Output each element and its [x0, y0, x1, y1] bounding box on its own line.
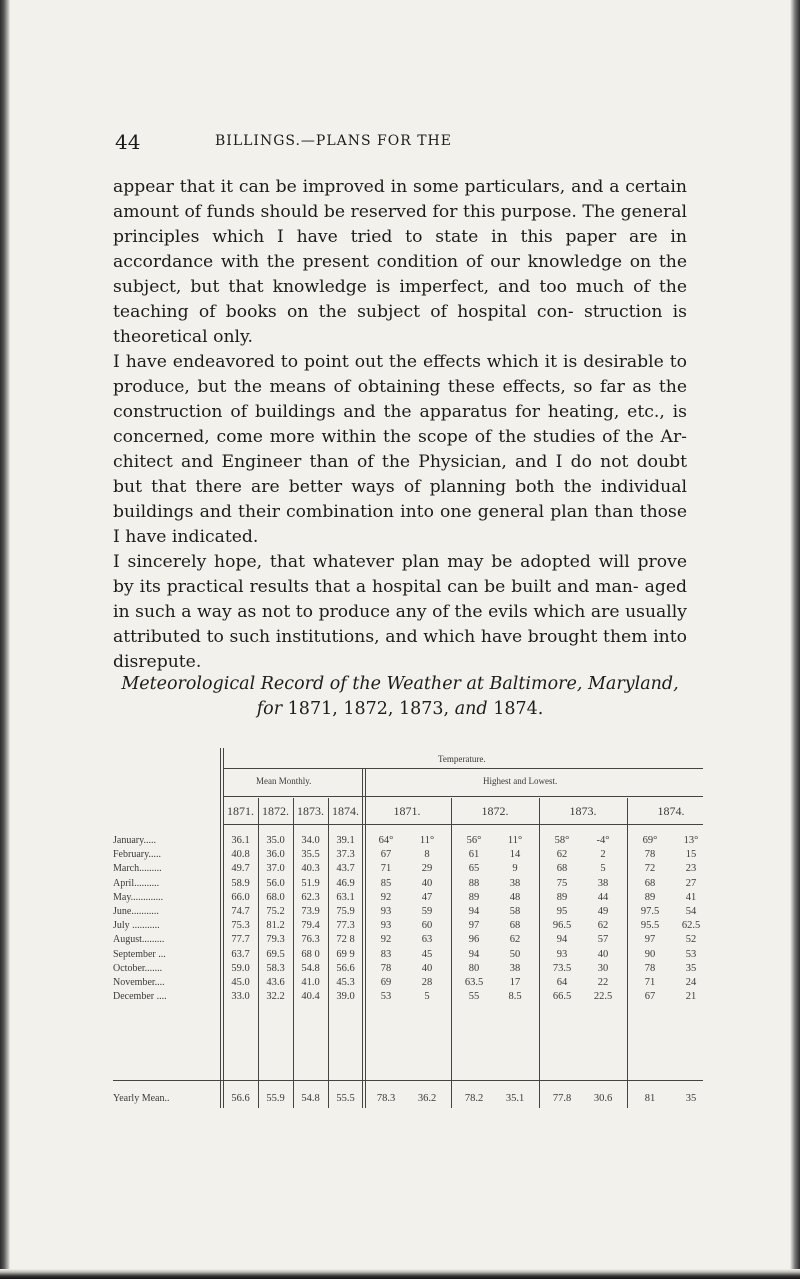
mean-temp-cell: 37.0 — [266, 863, 285, 875]
lowest-temp-cell: 29 — [421, 863, 433, 875]
lowest-temp-cell: 60 — [421, 920, 433, 932]
row-label-month: December .... — [113, 991, 167, 1003]
year-header-extreme: 1872. — [481, 804, 509, 818]
yearly-mean-cell: 54.8 — [301, 1093, 320, 1104]
row-label-month: November.... — [113, 977, 165, 988]
highest-temp-cell: 69° — [642, 835, 658, 846]
mean-temp-cell: 75.9 — [336, 906, 355, 917]
lowest-temp-cell: 27 — [685, 877, 697, 889]
highest-temp-cell: 93 — [380, 920, 392, 932]
highest-temp-cell: 55 — [468, 991, 480, 1003]
lowest-temp-cell: 68 — [509, 920, 521, 932]
highest-temp-cell: 80 — [468, 962, 480, 974]
highest-temp-cell: 61 — [468, 849, 480, 861]
row-label-month: September ... — [113, 948, 166, 960]
mean-temp-cell: 34.0 — [301, 835, 320, 846]
lowest-temp-cell: 49 — [597, 906, 609, 917]
mean-temp-cell: 79.3 — [266, 934, 285, 946]
highest-temp-cell: 56° — [466, 835, 482, 846]
lowest-temp-cell: 41 — [685, 891, 697, 903]
highest-temp-cell: 53 — [380, 991, 392, 1003]
highest-temp-cell: 88 — [468, 877, 480, 889]
table-title: Temperature. — [438, 754, 486, 764]
row-label-month: March......... — [113, 863, 162, 875]
mean-temp-cell: 37.3 — [336, 849, 355, 861]
row-label-month: January..... — [113, 835, 156, 846]
mean-temp-cell: 40.4 — [301, 991, 320, 1003]
lowest-temp-cell: 22.5 — [593, 991, 613, 1003]
highest-temp-cell: 65 — [468, 863, 480, 875]
mean-temp-cell: 49.7 — [231, 863, 250, 875]
highest-temp-cell: 62 — [556, 849, 568, 861]
lowest-temp-cell: 38 — [597, 877, 609, 889]
lowest-temp-cell: 22 — [597, 977, 609, 988]
highest-temp-cell: 69 — [380, 977, 392, 988]
paragraph: appear that it can be improved in some particulars, and a certain amount of funds should be reserved for this purpose. The general principles which I have tried to state in this paper are in accordance with the present condition of our knowledge on the subject, but that knowledge is imperfect, and too much of the teaching of books on the subject of hospital con- struction is theoretical only. — [113, 177, 687, 347]
highest-temp-cell: 71 — [644, 977, 656, 988]
highest-temp-cell: 73.5 — [552, 962, 572, 974]
highest-temp-cell: 71 — [380, 863, 392, 875]
table-rule — [539, 798, 540, 1108]
highest-temp-cell: 97 — [468, 920, 480, 932]
mean-temp-cell: 54.8 — [301, 962, 320, 974]
yearly-lowest-cell: 35 — [685, 1093, 697, 1104]
lowest-temp-cell: 2 — [600, 849, 606, 861]
page-header — [115, 130, 695, 154]
highest-temp-cell: 63.5 — [464, 977, 484, 988]
lowest-temp-cell: 63 — [421, 934, 433, 946]
temperature-table — [113, 748, 703, 1128]
lowest-temp-cell: 48 — [509, 891, 521, 903]
mean-temp-cell: 69 9 — [336, 948, 355, 960]
caption-and: and — [454, 699, 488, 719]
year-header-mean: 1872. — [262, 804, 289, 818]
mean-temp-cell: 58.9 — [231, 877, 250, 889]
mean-temp-cell: 62.3 — [301, 891, 320, 903]
highest-temp-cell: 64° — [378, 835, 394, 846]
highest-temp-cell: 68 — [556, 863, 568, 875]
highest-temp-cell: 94 — [468, 948, 480, 960]
lowest-temp-cell: 38 — [509, 962, 521, 974]
mean-temp-cell: 58.3 — [266, 962, 285, 974]
row-label-month: October....... — [113, 962, 163, 974]
lowest-temp-cell: 15 — [685, 849, 697, 861]
page-edge-bottom — [0, 1269, 800, 1279]
lowest-temp-cell: 52 — [685, 934, 697, 946]
mean-temp-cell: 40.3 — [301, 863, 320, 875]
lowest-temp-cell: 40 — [421, 962, 433, 974]
lowest-temp-cell: 57 — [597, 934, 609, 946]
mean-temp-cell: 40.8 — [231, 849, 250, 861]
mean-temp-cell: 56.0 — [266, 877, 285, 889]
highest-temp-cell: 93 — [380, 906, 392, 917]
yearly-lowest-cell: 36.2 — [417, 1093, 437, 1104]
lowest-temp-cell: 62 — [509, 934, 521, 946]
lowest-temp-cell: 62 — [597, 920, 609, 932]
mean-monthly-header: Mean Monthly. — [256, 776, 312, 786]
caption-line-1: Meteorological Record of the Weather at Baltimore, Maryland, — [121, 674, 679, 694]
mean-temp-cell: 39.1 — [336, 835, 355, 846]
highest-temp-cell: 92 — [380, 891, 392, 903]
paragraph: I sincerely hope, that whatever plan may be adopted will prove by its practical results that a hospital can be built and man- aged in such a way as not to produce any of the evils which are usually attributed to such institutions, and which have brought them into disrepute. — [113, 552, 687, 672]
highest-lowest-header: Highest and Lowest. — [483, 776, 558, 786]
lowest-temp-cell: 9 — [512, 863, 518, 875]
highest-temp-cell: 89 — [468, 891, 480, 903]
mean-temp-cell: 68 0 — [301, 948, 320, 960]
row-label-month: April.......... — [113, 877, 160, 889]
highest-temp-cell: 64 — [556, 977, 568, 988]
lowest-temp-cell: 17 — [509, 977, 521, 988]
highest-temp-cell: 85 — [380, 877, 392, 889]
row-label-month: August......... — [113, 934, 165, 946]
highest-temp-cell: 89 — [644, 891, 656, 903]
mean-temp-cell: 32.2 — [266, 991, 285, 1003]
yearly-highest-cell: 77.8 — [552, 1093, 572, 1104]
highest-temp-cell: 78 — [644, 849, 656, 861]
lowest-temp-cell: 5 — [424, 991, 430, 1003]
mean-temp-cell: 39.0 — [336, 991, 355, 1003]
paragraph: I have endeavored to point out the effects which it is desirable to produce, but the means of obtaining these effects, so far as the construction of buildings and the apparatus for heating, etc., is concerned, come more within the scope of the studies of the Ar- chitect and Engineer than of the Physician, and I do not doubt but that there are better ways of planning both the individual buildings and their combination into one general plan than those I have indicated. — [113, 352, 687, 547]
table-rule — [223, 768, 703, 769]
yearly-mean-cell: 55.5 — [336, 1093, 355, 1104]
mean-temp-cell: 69.5 — [266, 948, 285, 960]
year-header-extreme: 1871. — [393, 804, 421, 818]
lowest-temp-cell: 11° — [419, 835, 435, 846]
highest-temp-cell: 93 — [556, 948, 568, 960]
mean-temp-cell: 33.0 — [231, 991, 250, 1003]
mean-temp-cell: 75.2 — [266, 906, 285, 917]
row-label-yearly-mean: Yearly Mean.. — [113, 1093, 170, 1104]
yearly-mean-cell: 55.9 — [266, 1093, 285, 1104]
mean-temp-cell: 73.9 — [301, 906, 320, 917]
table-rule — [220, 748, 221, 1108]
row-label-month: June........... — [113, 906, 159, 917]
lowest-temp-cell: 13° — [683, 835, 699, 846]
mean-temp-cell: 68.0 — [266, 891, 285, 903]
yearly-highest-cell: 81 — [644, 1093, 656, 1104]
lowest-temp-cell: 23 — [685, 863, 697, 875]
table-rule — [223, 824, 703, 825]
lowest-temp-cell: 53 — [685, 948, 697, 960]
mean-temp-cell: 81.2 — [266, 920, 285, 932]
table-rule — [113, 1080, 703, 1081]
table-rule — [451, 798, 452, 1108]
highest-temp-cell: 67 — [644, 991, 656, 1003]
lowest-temp-cell: 5 — [600, 863, 606, 875]
highest-temp-cell: 94 — [556, 934, 568, 946]
mean-temp-cell: 63.7 — [231, 948, 250, 960]
lowest-temp-cell: 44 — [597, 891, 609, 903]
mean-temp-cell: 77.3 — [336, 920, 355, 932]
yearly-lowest-cell: 30.6 — [593, 1093, 613, 1104]
mean-temp-cell: 46.9 — [336, 877, 355, 889]
mean-temp-cell: 66.0 — [231, 891, 250, 903]
lowest-temp-cell: 21 — [685, 991, 697, 1003]
caption-last-year: 1874. — [493, 699, 544, 719]
mean-temp-cell: 41.0 — [301, 977, 320, 988]
highest-temp-cell: 68 — [644, 877, 656, 889]
mean-temp-cell: 36.0 — [266, 849, 285, 861]
mean-temp-cell: 45.3 — [336, 977, 355, 988]
page-number: 44 — [115, 130, 141, 154]
mean-temp-cell: 45.0 — [231, 977, 250, 988]
highest-temp-cell: 78 — [380, 962, 392, 974]
mean-temp-cell: 35.0 — [266, 835, 285, 846]
lowest-temp-cell: 58 — [509, 906, 521, 917]
highest-temp-cell: 96.5 — [552, 920, 572, 932]
lowest-temp-cell: 8.5 — [508, 991, 522, 1003]
table-rule — [365, 768, 366, 1108]
year-header-mean: 1871. — [227, 804, 254, 818]
row-label-month: May............. — [113, 891, 164, 903]
table-rule — [223, 796, 703, 797]
page-edge-right — [790, 0, 800, 1279]
highest-temp-cell: 75 — [556, 877, 568, 889]
year-header-extreme: 1874. — [657, 804, 685, 818]
lowest-temp-cell: 45 — [421, 948, 433, 960]
mean-temp-cell: 51.9 — [301, 877, 320, 889]
caption-for: for — [256, 699, 283, 719]
mean-temp-cell: 56.6 — [336, 962, 355, 974]
highest-temp-cell: 92 — [380, 934, 392, 946]
highest-temp-cell: 95.5 — [640, 920, 660, 932]
lowest-temp-cell: 38 — [509, 877, 521, 889]
lowest-temp-cell: 47 — [421, 891, 433, 903]
highest-temp-cell: 97.5 — [640, 906, 660, 917]
yearly-highest-cell: 78.2 — [464, 1093, 484, 1104]
lowest-temp-cell: 8 — [424, 849, 430, 861]
yearly-highest-cell: 78.3 — [376, 1093, 396, 1104]
highest-temp-cell: 78 — [644, 962, 656, 974]
book-binding-shadow — [0, 0, 10, 1279]
mean-temp-cell: 43.6 — [266, 977, 285, 988]
mean-temp-cell: 63.1 — [336, 891, 355, 903]
mean-temp-cell: 76.3 — [301, 934, 320, 946]
mean-temp-cell: 72 8 — [336, 934, 355, 946]
caption-line-2 — [113, 697, 687, 722]
mean-temp-cell: 75.3 — [231, 920, 250, 932]
mean-temp-cell: 77.7 — [231, 934, 250, 946]
mean-temp-cell: 74.7 — [231, 906, 250, 917]
highest-temp-cell: 67 — [380, 849, 392, 861]
lowest-temp-cell: 40 — [421, 877, 433, 889]
yearly-mean-cell: 56.6 — [231, 1093, 250, 1104]
yearly-lowest-cell: 35.1 — [505, 1093, 525, 1104]
mean-temp-cell: 43.7 — [336, 863, 355, 875]
mean-temp-cell: 35.5 — [301, 849, 320, 861]
highest-temp-cell: 66.5 — [552, 991, 572, 1003]
mean-temp-cell: 36.1 — [231, 835, 250, 846]
highest-temp-cell: 97 — [644, 934, 656, 946]
year-header-mean: 1873. — [297, 804, 324, 818]
highest-temp-cell: 95 — [556, 906, 568, 917]
highest-temp-cell: 83 — [380, 948, 392, 960]
body-text — [113, 175, 687, 675]
lowest-temp-cell: 40 — [597, 948, 609, 960]
lowest-temp-cell: 30 — [597, 962, 609, 974]
lowest-temp-cell: 11° — [507, 835, 523, 846]
mean-temp-cell: 59.0 — [231, 962, 250, 974]
running-head: BILLINGS.—PLANS FOR THE — [215, 133, 452, 149]
table-caption — [113, 672, 687, 722]
mean-temp-cell: 79.4 — [301, 920, 320, 932]
highest-temp-cell: 72 — [644, 863, 656, 875]
year-header-mean: 1874. — [332, 804, 359, 818]
highest-temp-cell: 89 — [556, 891, 568, 903]
highest-temp-cell: 96 — [468, 934, 480, 946]
row-label-month: July ........... — [113, 920, 160, 932]
lowest-temp-cell: 35 — [685, 962, 697, 974]
lowest-temp-cell: 62.5 — [681, 920, 701, 932]
highest-temp-cell: 58° — [554, 835, 570, 846]
lowest-temp-cell: 59 — [421, 906, 433, 917]
lowest-temp-cell: 14 — [509, 849, 521, 861]
caption-years: 1871, 1872, 1873, — [287, 699, 450, 719]
lowest-temp-cell: 50 — [509, 948, 521, 960]
highest-temp-cell: 94 — [468, 906, 480, 917]
table-rule — [627, 798, 628, 1108]
lowest-temp-cell: -4° — [596, 835, 610, 846]
lowest-temp-cell: 54 — [685, 906, 697, 917]
year-header-extreme: 1873. — [569, 804, 597, 818]
lowest-temp-cell: 24 — [685, 977, 697, 988]
highest-temp-cell: 90 — [644, 948, 656, 960]
row-label-month: February..... — [113, 849, 161, 861]
lowest-temp-cell: 28 — [421, 977, 433, 988]
